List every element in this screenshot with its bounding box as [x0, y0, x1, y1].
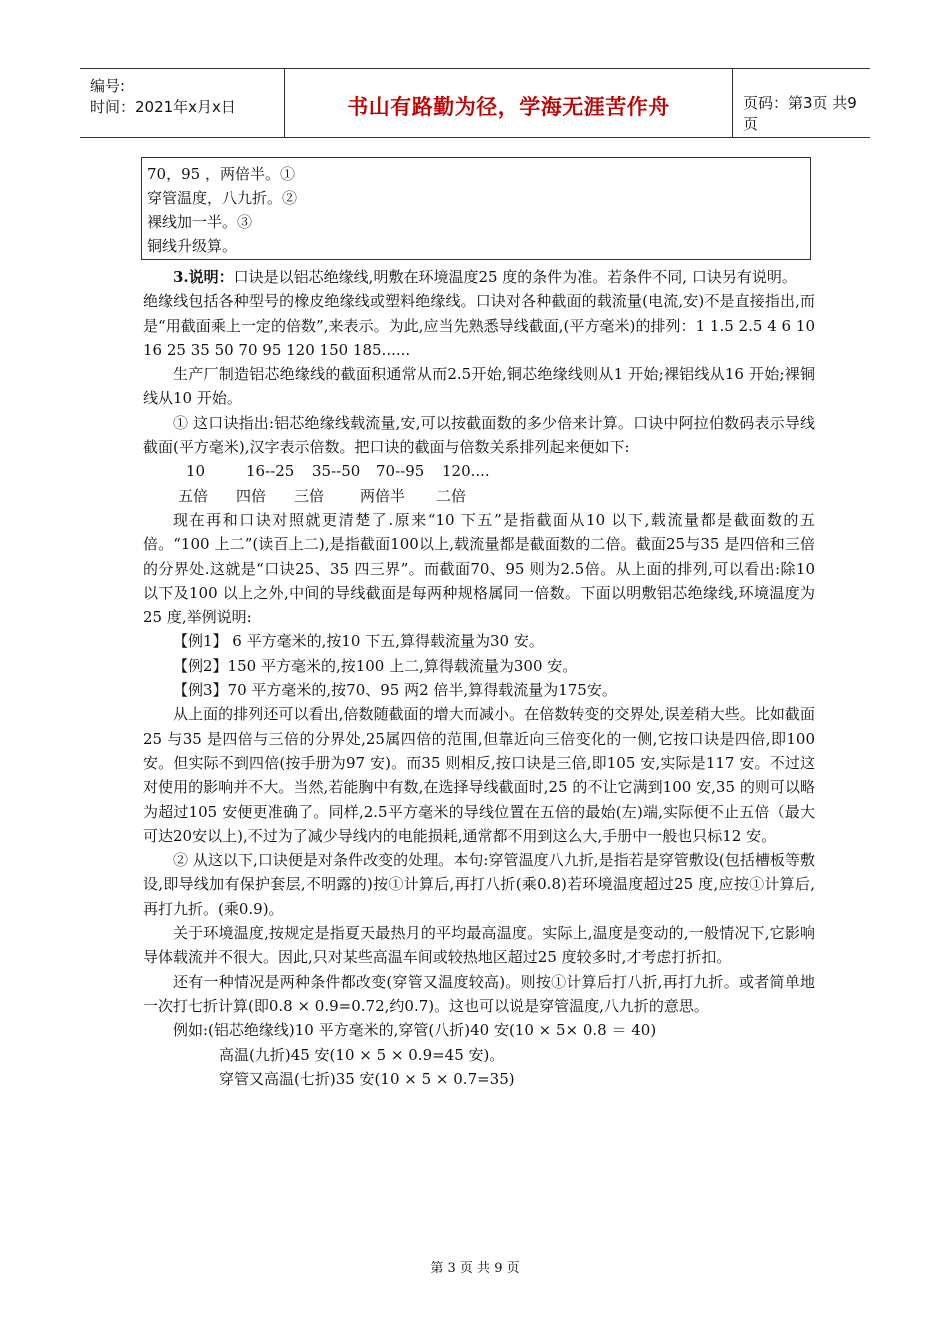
paragraph-1: 绝缘线包括各种型号的橡皮绝缘线或塑料绝缘线。口诀对各种截面的载流量(电流,安)不是直接指出,而是“用截面乘上一定的倍数”,来表示。为此,应当先熟悉导线截面,(平方毫米)的排列：1 1.5 2.5 4 6 10 16 25 35 50 70 95 120 150 185...... [143, 292, 815, 359]
paragraph-6: ② 从这以下,口诀便是对条件改变的处理。本句:穿管温度八九折,是指若是穿管敷设(包括槽板等敷设,即导线加有保护套层,不明露的)按①计算后,再打八折(乘0.8)若环境温度超过25 度,应按①计算后,再打九折。(乘0.9)。 [143, 851, 815, 918]
calc-example-1: 例如:(铝芯绝缘线)10 平方毫米的,穿管(八折)40 安(10 × 5× 0.8 ＝ 40) [173, 1021, 657, 1040]
mnemonic-line-1: 70，95 ，两倍半。① [147, 165, 295, 183]
paragraph-8: 还有一种情况是两种条件都改变(穿管又温度较高)。则按①计算后打八折,再打九折。或者简单地一次打七折计算(即0.8 × 0.9=0.72,约0.7)。这也可以说是穿管温度,八九折的意思。 [143, 972, 815, 1015]
calc-example-3: 穿管又高温(七折)35 安(10 × 5 × 0.7=35) [219, 1069, 515, 1088]
mnemonic-line-3: 裸线加一半。③ [147, 213, 253, 231]
seq-multiplier: 两倍半 [360, 486, 406, 505]
mnemonic-line-4: 铜线升级算。 [147, 237, 238, 255]
number-label: 编号: [90, 77, 126, 95]
header-page-cell [733, 69, 870, 137]
example-2: 【例2】150 平方毫米的,按100 上二,算得载流量为300 安。 [173, 656, 578, 675]
seq-section: 120.... [442, 462, 490, 481]
motto: 书山有路勤为径，学海无涯苦作舟 [347, 95, 670, 119]
paragraph-7: 关于环境温度,按规定是指夏天最热月的平均最高温度。实际上,温度是变动的,一般情况下,它影响导体载流并不很大。因此,只对某些高温车间或较热地区超过25 度较多时,才考虑打折扣。 [143, 924, 815, 967]
paragraph-3: ① 这口诀指出:铝芯绝缘线载流量,安,可以按截面数的多少倍来计算。口诀中阿拉伯数码表示导线截面(平方毫米),汉字表示倍数。把口诀的截面与倍数关系排列起来便如下: [143, 413, 815, 457]
example-3: 【例3】70 平方毫米的,按70、95 两2 倍半,算得载流量为175安。 [173, 681, 617, 700]
page-header [80, 68, 870, 138]
mnemonic-box [141, 157, 811, 260]
main-content [143, 265, 815, 1091]
header-meta [80, 69, 285, 137]
seq-section: 70--95 [376, 462, 425, 481]
paragraph-2: 生产厂制造铝芯绝缘线的截面积通常从而2.5开始,铜芯绝缘线则从1 开始;裸铝线从16 开始;裸铜线从10 开始。 [143, 365, 815, 408]
seq-section: 16--25 [246, 462, 295, 481]
multiplier-sequence [143, 484, 815, 508]
seq-multiplier: 四倍 [236, 486, 267, 505]
section-3-text: 口诀是以铝芯绝缘线,明敷在环境温度25 度的条件为准。若条件不同, 口诀另有说明。 [233, 268, 797, 286]
header-motto-cell [285, 69, 733, 137]
section-3-label: 3.说明： [173, 268, 234, 286]
seq-section: 10 [186, 462, 206, 481]
page-footer: 第 3 页 共 9 页 [430, 1261, 520, 1276]
section-3-intro [143, 265, 815, 289]
seq-multiplier: 五倍 [178, 486, 209, 505]
seq-multiplier: 三倍 [294, 486, 325, 505]
page-info: 页码：第3页 共9页 [743, 94, 857, 133]
calc-example-2: 高温(九折)45 安(10 × 5 × 0.9=45 安)。 [219, 1045, 505, 1064]
time-label: 时间：2021年x月x日 [90, 98, 236, 116]
mnemonic-line-2: 穿管温度，八九折。② [147, 189, 298, 207]
example-1: 【例1】 6 平方毫米的,按10 下五,算得载流量为30 安。 [173, 632, 544, 651]
seq-section: 35--50 [312, 462, 361, 481]
paragraph-5: 从上面的排列还可以看出,倍数随截面的增大而减小。在倍数转变的交界处,误差稍大些。比如截面25 与35 是四倍与三倍的分界处,25属四倍的范围,但靠近向三倍变化的一侧,它按口诀是四倍,即100 安。但实际不到四倍(按手册为97 安)。而35 则相反,按口诀是三倍,即105 安,实际是117 安。不过这对使用的影响并不大。当然,若能胸中有数,在选择导线截面时,25 的不让它满到100 安,35 的则可以略为超过105 安便更准确了。同样,2.5平方毫米的导线位置在五倍的最始(左)端,实际便不止五倍（最大可达20安以上),不过为了减少导线内的电能损耗,通常都不用到这么大,手册中一般也只标12 安。 [143, 705, 815, 845]
seq-multiplier: 二倍 [436, 486, 467, 505]
section-sequence [143, 459, 815, 483]
paragraph-4: 现在再和口诀对照就更清楚了.原来“10 下五”是指截面从10 以下,载流量都是截面数的五倍。“100 上二”(读百上二),是指截面100以上,载流量都是截面数的二倍。截面25与35 是四倍和三倍的分界处.这就是“口诀25、35 四三界”。而截面70、95 则为2.5倍。从上面的排列,可以看出:除10 以下及100 以上之外,中间的导线截面是每两种规格属同一倍数。下面以明敷铝芯绝缘线,环境温度为25 度,举例说明: [143, 510, 815, 627]
